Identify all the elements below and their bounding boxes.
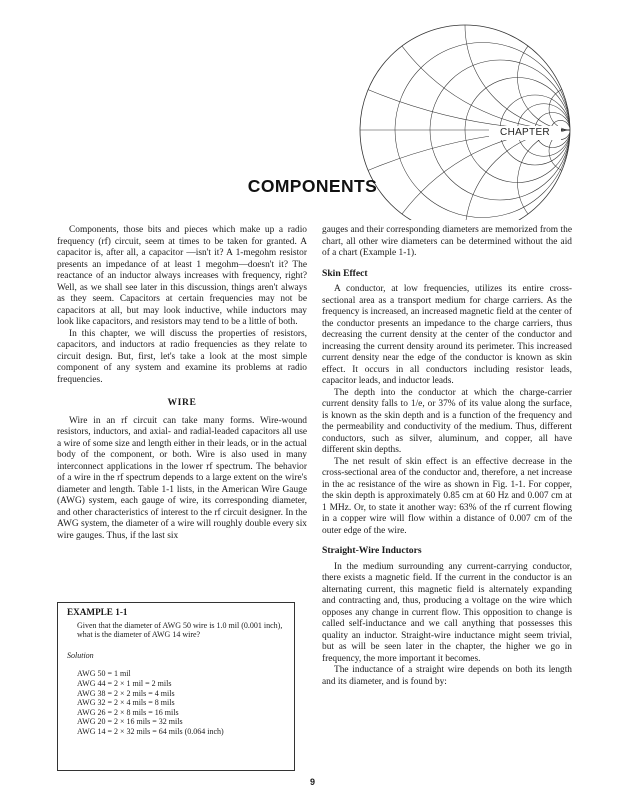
- example-line: AWG 38 = 2 × 2 mils = 4 mils: [77, 688, 175, 698]
- wire-paragraph-1: Wire in an rf circuit can take many forms. Wire-wound resistors, inductors, and axial- and radial-leaded capacitors all use a wire of some size and length either in their leads, or in the actual body of the component, or both. Wire is also used in many interconnect applications in the lower rf spectrum. The behavior of a wire in the rf spectrum depends to a large extent on the wire's diameter and length. Table 1-1 lists, in the American Wire Gauge (AWG) system, each gauge of wire, its corresponding diameter, and other characteristics of interest to the rf circuit designer. In the AWG system, the diameter of a wire will roughly double every six wire gauges. Thus, if the last six: [57, 415, 307, 541]
- chapter-label: CHAPTER: [489, 126, 561, 140]
- example-line: AWG 26 = 2 × 8 mils = 16 mils: [77, 707, 179, 717]
- left-column: [57, 225, 307, 542]
- straight-paragraph-2: The inductance of a straight wire depends on both its length and its diameter, and is found by:: [322, 665, 572, 687]
- page-number: 9: [309, 777, 315, 787]
- example-solution-label: Solution: [67, 650, 94, 660]
- intro-paragraph-2: In this chapter, we will discuss the properties of resistors, capacitors, and inductors at radio frequencies as they relate to circuit design. But, first, let's take a look at the most simple component of any system and examine its problems at radio frequencies.: [57, 328, 307, 385]
- example-title: EXAMPLE 1-1: [67, 607, 128, 617]
- skin-paragraph-3: The net result of skin effect is an effective decrease in the cross-sectional area of the conductor and, therefore, a net increase in the ac resistance of the wire as shown in Fig. 1-1. For copper, the skin depth is approximately 0.85 cm at 60 Hz and 0.007 cm at 1 MHz. Or, to state it another way: 63% of the rf current flowing in a copper wire will flow within a distance of 0.007 cm of the outer edge of the wire.: [322, 456, 572, 536]
- straight-wire-heading: Straight-Wire Inductors: [322, 545, 422, 556]
- skin-effect-heading: Skin Effect: [322, 267, 368, 279]
- example-line: AWG 32 = 2 × 4 mils = 8 mils: [77, 698, 175, 708]
- straight-paragraph-1: In the medium surrounding any current-carrying conductor, there exists a magnetic field. If the current in the conductor is an alternating current, this magnetic field is alternately expanding and contracting and, thus, producing a voltage on the wire which opposes any change in current flow. This opposition to change is called self-inductance and we call anything that possesses this quality an inductor. Straight-wire inductance might seem trivial, but as will be seen later in the chapter, the higher we go in frequency, the more important it becomes.: [322, 561, 572, 664]
- example-line: AWG 44 = 2 × 1 mil = 2 mils: [77, 678, 172, 688]
- wire-heading: WIRE: [167, 397, 197, 408]
- right-column: [322, 225, 572, 688]
- example-line: AWG 20 = 2 × 16 mils = 32 mils: [77, 717, 183, 727]
- example-box: [57, 602, 295, 771]
- example-problem: Given that the diameter of AWG 50 wire is 1.0 mil (0.001 inch), what is the diameter of AWG 14 wire?: [77, 620, 283, 640]
- example-line: AWG 50 = 1 mil: [77, 669, 131, 679]
- intro-paragraph-1: Components, those bits and pieces which make up a radio frequency (rf) circuit, seem at times to be taken for granted. A capacitor is, after all, a capacitor —isn't it? A 1-megohm resistor presents an impedance of at least 1 megohm—doesn't it? The reactance of an inductor always increases with frequency, right? Well, as we shall see later in this discussion, things aren't always as they seem. Capacitors at certain frequencies may not be capacitors at all, but may look inductive, while inductors may look like capacitors, and resistors may tend to be a little of both.: [57, 225, 307, 327]
- skin-paragraph-2: The depth into the conductor at which the charge-carrier current density falls to 1/e, or 37% of its value along the surface, is known as the skin depth and is a function of the frequency and the permeability and conductivity of the medium. Thus, different conductors, such as silver, aluminum, and copper, all have different skin depths.: [322, 387, 572, 455]
- continuation-paragraph: gauges and their corresponding diameters are memorized from the chart, all other wire diameters can be determined without the aid of a chart (Example 1-1).: [322, 225, 572, 258]
- skin-paragraph-1: A conductor, at low frequencies, utilizes its entire cross-sectional area as a transport medium for charge carriers. As the frequency is increased, an increased magnetic field at the center of the conductor presents an impedance to the charge carriers, thus decreasing the current density at the center of the conductor and increasing the current density around its perimeter. This increased current density near the edge of the conductor is known as skin effect. It occurs in all conductors including resistor leads, capacitor leads, and inductor leads.: [322, 284, 572, 386]
- page-title: COMPONENTS: [247, 176, 378, 196]
- example-line: AWG 14 = 2 × 32 mils = 64 mils (0.064 inch): [77, 726, 224, 736]
